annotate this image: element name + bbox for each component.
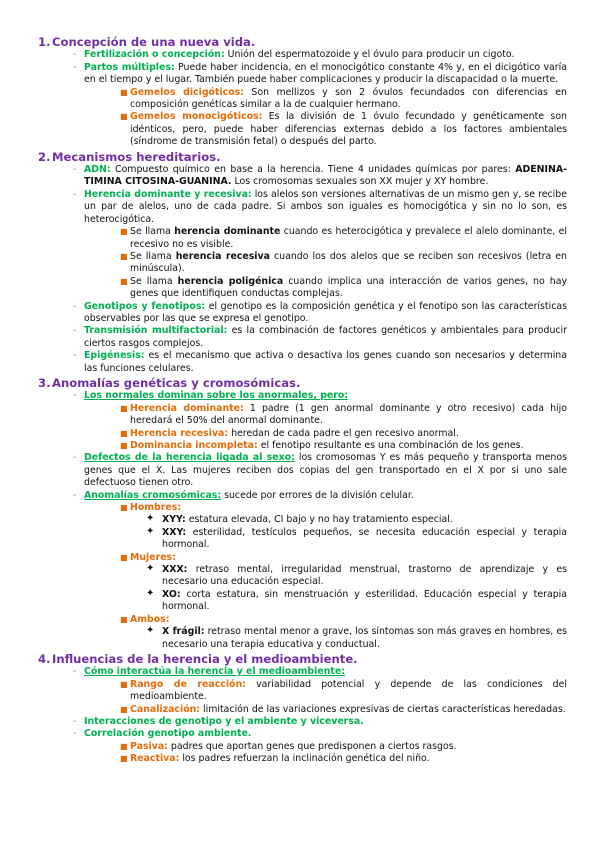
list-item: [146, 527, 567, 552]
term: Cómo interactúa la herencia y el medioambiente:: [84, 666, 345, 678]
diamond-bullet-icon: ✦: [146, 563, 155, 575]
definition: retraso mental menor a grave, los síntomas son más graves en hombres, es necesario una terapia educativa y conductual.: [162, 626, 567, 650]
text: Se llama: [130, 226, 175, 238]
term: X frágil:: [162, 626, 205, 638]
list-item: [146, 514, 567, 526]
list-item: [120, 226, 567, 251]
list-item: [120, 614, 567, 626]
square-bullet-icon: ■: [120, 276, 128, 286]
bold-text: herencia poligénica: [177, 275, 284, 287]
dash-bullet-icon: -: [73, 350, 77, 362]
square-bullet-icon: ■: [120, 754, 128, 764]
term: Anomalías cromosómicas:: [84, 489, 222, 501]
list-item: [120, 440, 567, 452]
list-item: [73, 350, 567, 375]
section-heading-3: [38, 376, 567, 390]
term: Hombres:: [130, 502, 182, 514]
list-item: [73, 62, 567, 87]
list-item: [73, 666, 567, 678]
list-item: [120, 704, 567, 716]
term: Correlación genotipo ambiente.: [84, 728, 252, 740]
definition: Puede haber incidencia, en el monocigótico constante 4% y, en el dicigótico varía en el tiempo y el lugar. También puede haber complicaciones y producir la discapacidad o la muerte.: [84, 61, 567, 86]
definition: cuando los dos alelos que se reciben son recesivos (letra en minúscula).: [130, 250, 567, 275]
list-item: [146, 564, 567, 589]
list-item: [120, 552, 567, 564]
term: Genotipos y fenotipos:: [84, 300, 206, 312]
definition: es el mecanismo que activa o desactiva los genes cuando son necesarios y determina las funciones celulares.: [84, 350, 567, 374]
term: Fertilización o concepción:: [84, 49, 225, 61]
section-number: 1.: [38, 35, 51, 49]
list-item: [73, 164, 567, 189]
term: Interacciones de genotipo y el ambiente y viceversa.: [84, 715, 364, 727]
section-number: 4.: [38, 651, 51, 666]
list-item: [120, 741, 567, 753]
list-item: [120, 502, 567, 514]
section-title: Anomalías genéticas y cromosómicas.: [52, 375, 301, 390]
term: XXX:: [162, 564, 188, 576]
term: Herencia dominante y recesiva:: [84, 188, 252, 200]
term: Gemelos dicigóticos:: [130, 86, 244, 98]
square-bullet-icon: ■: [120, 679, 128, 689]
square-bullet-icon: ■: [120, 87, 128, 97]
definition: los alelos son versiones alternativas de un mismo gen y, se recibe un par de alelos, uno de cada padre. Si ambos son iguales es homocigótica y sin no lo son, es heterocigótica.: [84, 188, 567, 225]
definition: 1 padre (1 gen anormal dominante y otro recesivo) cada hijo heredará el 50% del anormal dominante.: [130, 402, 568, 427]
square-bullet-icon: ■: [120, 441, 128, 450]
definition: Compuesto químico en base a la herencia. Tiene 4 unidades químicas por pares:: [110, 164, 516, 176]
section-heading-2: [38, 150, 567, 164]
list-item: [120, 87, 567, 112]
square-bullet-icon: ■: [120, 704, 128, 714]
list-item: [146, 589, 567, 614]
term: Gemelos monocigóticos:: [130, 111, 263, 123]
list-item: [73, 325, 567, 350]
term: XXY:: [162, 526, 187, 538]
list-item: [120, 276, 567, 301]
definition: los padres refuerzan la inclinación genética del niño.: [179, 753, 430, 765]
diamond-bullet-icon: ✦: [146, 587, 155, 599]
list-item: [73, 716, 567, 728]
list-item: [120, 753, 567, 765]
dash-bullet-icon: -: [73, 489, 77, 501]
term: Herencia dominante:: [130, 402, 244, 414]
list-item: [120, 111, 567, 148]
section-number: 3.: [38, 375, 51, 390]
text: Se llama: [130, 275, 178, 287]
term: Reactiva:: [130, 753, 180, 765]
list-item: [120, 428, 567, 440]
term: Defectos de la herencia ligada al sexo:: [84, 452, 295, 464]
list-item: [146, 626, 567, 651]
term: Herencia recesiva:: [130, 427, 229, 439]
square-bullet-icon: ■: [120, 227, 128, 237]
term: Dominancia incompleta:: [130, 440, 258, 451]
section-heading-4: [38, 652, 567, 666]
definition: los cromosomas Y es más pequeño y transporta menos genes que el X. Las mujeres reciben dos copias del gen transportado en el X por si uno sale defectuoso tienen otro.: [84, 452, 567, 489]
list-item: [73, 301, 567, 326]
definition: estatura elevada, CI bajo y no hay tratamiento especial.: [185, 514, 453, 526]
dash-bullet-icon: -: [73, 188, 77, 200]
list-item: [73, 390, 567, 402]
term: Mujeres:: [130, 551, 176, 563]
section-title: Concepción de una nueva vida.: [52, 35, 256, 49]
dash-bullet-icon: -: [73, 728, 77, 740]
list-item: [120, 679, 567, 704]
definition: corta estatura, sin menstruación y esterilidad. Educación especial y terapia hormonal.: [162, 588, 567, 613]
bold-text: herencia dominante: [174, 226, 281, 238]
dash-bullet-icon: -: [73, 715, 77, 727]
square-bullet-icon: ■: [120, 112, 128, 122]
section-title: Mecanismos hereditarios.: [52, 149, 221, 164]
definition: retraso mental, irregularidad menstrual, trastorno de aprendizaje y es necesario una educación especial.: [162, 564, 567, 588]
diamond-bullet-icon: ✦: [146, 525, 155, 537]
square-bullet-icon: ■: [120, 614, 128, 624]
term: Los normales dominan sobre los anormales, pero:: [84, 390, 349, 402]
section-title: Influencias de la herencia y el medioambiente.: [52, 651, 358, 666]
term: Rango de reacción:: [130, 678, 246, 690]
definition: padres que aportan genes que predisponen a ciertos rasgos.: [167, 740, 457, 752]
definition: heredan de cada padre el gen recesivo anormal.: [228, 427, 459, 439]
term: Canalización:: [130, 703, 201, 715]
dash-bullet-icon: -: [73, 300, 77, 312]
section-number: 2.: [38, 149, 51, 164]
definition: Unión del espermatozoide y el óvulo para producir un cigoto.: [224, 49, 515, 61]
term: Transmisión multifactorial:: [84, 325, 228, 337]
definition: el fenotipo resultante es una combinación de los genes.: [257, 440, 524, 451]
square-bullet-icon: ■: [120, 403, 128, 413]
list-item: [120, 251, 567, 276]
list-item: [120, 403, 567, 428]
term: XYY:: [162, 514, 186, 526]
term: XO:: [162, 588, 181, 600]
definition: Son mellizos y son 2 óvulos fecundados con diferencias en composición genéticas similar a la de cualquier hermano.: [130, 86, 567, 111]
list-item: [73, 452, 567, 489]
square-bullet-icon: ■: [120, 552, 128, 562]
term: Ambos:: [130, 613, 170, 625]
square-bullet-icon: ■: [120, 428, 128, 438]
term: Pasiva:: [130, 740, 168, 752]
definition: cuando es heterocigótica y prevalece el alelo dominante, el recesivo no es visible.: [130, 226, 567, 250]
dash-bullet-icon: -: [73, 666, 77, 678]
definition: variabilidad potencial y depende de las condiciones del medioambiente.: [130, 678, 567, 703]
definition: el genotipo es la composición genética y el fenotipo son las características observables por las que se expresa el genotipo.: [84, 300, 567, 324]
dash-bullet-icon: -: [73, 164, 77, 176]
bold-text: ADENINA-TIMINA CITOSINA-GUANINA.: [84, 164, 567, 188]
diamond-bullet-icon: ✦: [146, 513, 155, 525]
definition: es la combinación de factores genéticos y ambientales para producir ciertos rasgos complejos.: [84, 325, 567, 349]
list-item: [73, 49, 567, 61]
bold-text: herencia recesiva: [175, 250, 270, 262]
dash-bullet-icon: -: [73, 61, 77, 73]
definition: esterilidad, testículos pequeños, se necesita educación especial y terapia hormonal.: [162, 526, 567, 551]
dash-bullet-icon: -: [73, 452, 77, 464]
diamond-bullet-icon: ✦: [146, 625, 155, 637]
definition: limitación de las variaciones expresivas de ciertas características heredadas.: [200, 703, 566, 715]
square-bullet-icon: ■: [120, 503, 128, 513]
definition: sucede por errores de la división celular.: [221, 489, 414, 501]
term: Epigénesis:: [84, 350, 145, 362]
definition: cuando implica una interacción de varios genes, no hay genes que identifiquen conductas complejas.: [130, 275, 568, 300]
text: Se llama: [130, 250, 176, 262]
list-item: [73, 490, 567, 502]
definition: Los cromosomas sexuales son XX mujer y XY hombre.: [231, 176, 489, 188]
section-heading-1: [38, 35, 567, 49]
definition: Es la división de 1 óvulo fecundado y genéticamente son idénticos, pero, puede haber diferencias externas debido a los factores ambientales (síndrome de transmisión fetal) o después del parto.: [130, 111, 567, 148]
square-bullet-icon: ■: [120, 741, 128, 751]
term: ADN:: [84, 164, 111, 176]
term: Partos múltiples:: [84, 61, 175, 73]
list-item: [73, 728, 567, 740]
list-item: [73, 189, 567, 226]
dash-bullet-icon: -: [73, 325, 77, 337]
dash-bullet-icon: -: [73, 390, 77, 402]
square-bullet-icon: ■: [120, 251, 128, 261]
dash-bullet-icon: -: [73, 49, 77, 61]
